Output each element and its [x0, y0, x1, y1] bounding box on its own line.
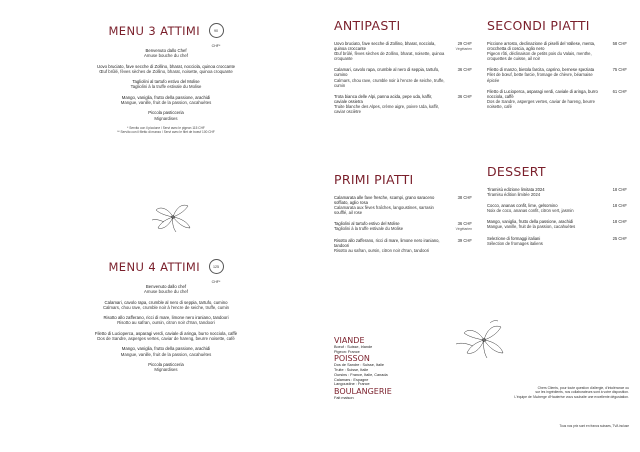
course-item: [68, 95, 264, 106]
menu-4-section: [68, 258, 264, 378]
item-italian: Cocco, ananas confit, lime, gelsomino: [487, 203, 558, 209]
course-french: Mignardises: [154, 367, 178, 373]
allergy-note: [505, 386, 629, 399]
item-price: 36 CHF: [457, 67, 472, 73]
course-italian: Benvenuto dallo chef: [145, 284, 187, 289]
item-price: 25 CHF: [612, 235, 627, 241]
item-italian: Filetto di manzo, bietola farcita, caprino, bernese speziata: [487, 67, 595, 73]
item-french: Noix de coco, ananas confit, citron vert, jasmin: [487, 208, 574, 214]
provenance-line: Calamars : Espagne: [334, 377, 369, 382]
course-french: Amuse bouche du chef: [144, 53, 188, 59]
item-french: Mangue, vanille, fruit de la passion, cacahuètes: [487, 224, 576, 230]
dessert-section: [487, 164, 627, 252]
course-italian: Mango, vaniglia, frutto della passione, arachidi: [121, 94, 211, 100]
course-italian: Tagliolini al tartufo estivo del Molise: [132, 79, 200, 85]
poisson-title: POISSON: [334, 354, 370, 364]
item-french: Dos de Sandre, asperges vertes, caviar de hareng, beurre noisette, café: [487, 98, 596, 109]
item-italian: Tiramisù edizione limitata 2024: [487, 187, 545, 192]
course-french: Risotto au safran, oursin, citron noir d'Iran, tandoori: [117, 320, 215, 326]
item-price: 75 CHF: [612, 67, 627, 73]
course-item: [68, 64, 264, 75]
course-item: [68, 331, 264, 342]
item-french: Calamarata aux fèves fraîches, langoustines, sarrasin soufflé, ail rose: [334, 205, 434, 216]
item-price: 29 CHF: [457, 41, 472, 46]
course-french: Mangue, vanille, fruit de la passion, cacahuètes: [120, 100, 212, 106]
footnote-line: ** Servito con il filetto di manzo / Servi avec le filet de boeuf 100 CHF: [117, 130, 215, 135]
item-price: 58 CHF: [612, 41, 627, 46]
item-italian: Selezione di formaggi italiani: [487, 235, 541, 241]
item-price: 18 CHF: [612, 187, 627, 192]
provenance-line: Boeuf : Suisse, Irlande: [334, 345, 373, 349]
menu-item: [487, 203, 627, 213]
menu-item: [334, 67, 472, 87]
item-italian: Calamarata alle fave fresche, scampi, grano saraceno soffiato, aglio rosa: [334, 195, 435, 206]
course-french: Mignardises: [154, 115, 178, 121]
menu-item: [487, 89, 627, 109]
item-price: 39 CHF: [457, 237, 472, 243]
item-price: 38 CHF: [457, 195, 472, 200]
secondi-list: [487, 41, 627, 109]
course-item: [68, 48, 264, 59]
menu-4-header: [68, 258, 264, 285]
primi-section: [334, 172, 472, 259]
item-french: Tiramisu édition limitée 2024: [487, 192, 541, 198]
course-italian: Uovo bruciato, fave secche di Zollino, bharat, nocciola, quinoa croccante: [96, 63, 236, 69]
menu-item: [487, 67, 627, 82]
item-french: Calmars, chou rave, crumble noir à l'encre de seiche, truffe, cumin: [334, 77, 445, 88]
course-french: Calmars, chou rave, crumble noir à l'encre de seiche, truffe, cumin: [102, 304, 230, 310]
menu-item: [334, 41, 472, 61]
menu-3-footnotes: [68, 126, 264, 135]
item-french: Truite blanche des Alpes, crème aigre, poivre Uda, kaffir, caviar osciètre: [334, 103, 439, 115]
dessert-title: DESSERT: [487, 164, 546, 179]
item-french: Filet de bœuf, bette farcie, fromage de chèvre, béarnaise épicée: [487, 72, 593, 83]
primi-list: [334, 195, 472, 253]
item-french: Tagliolini à la truffe estivale du Molise: [334, 226, 404, 232]
item-price: 36 CHF: [457, 93, 472, 99]
antipasti-list: [334, 41, 472, 114]
provenance-line: Truite : Suisse, Italie: [334, 368, 369, 373]
menu-item: [487, 219, 627, 229]
menu-item: [487, 187, 627, 197]
item-italian: Trota bianca delle Alpi, panna acida, pepe uda, kaffir, caviale ossietra: [334, 93, 433, 104]
menu-item: [334, 195, 472, 215]
allergy-line: L'équipe de l'Auberge d'Hauterive vous souhaite une excellente dégustation.: [514, 394, 629, 399]
menu-item: [334, 238, 472, 253]
course-item: [68, 79, 264, 90]
course-italian: Piccola pasticceria: [148, 110, 184, 116]
course-italian: Piccola pasticceria: [148, 361, 184, 367]
boulangerie-title: BOULANGERIE: [334, 386, 392, 396]
course-item: [68, 284, 264, 295]
course-italian: Calamari, cavolo rapa, crumble al nero di seppia, tartufo, cumino: [104, 299, 228, 305]
item-french: Sélection de fromages italiens: [487, 240, 543, 246]
item-price: 61 CHF: [612, 88, 627, 94]
item-french: Œuf brûlé, fèves sèches de Zollino, bharat, noisette, quinoa croquante: [334, 51, 445, 62]
item-price: 18 CHF: [612, 219, 627, 225]
tax-note: Tous nos prix sont en francs suisses, TVA incluse: [559, 424, 629, 428]
item-italian: Tagliolini al tartufo estivo del Molise: [334, 221, 400, 227]
provenance-line: Fait maison: [334, 395, 354, 400]
allergy-line: Chers Clients, pour toute question d'allergie, d'intolérance ou: [537, 386, 629, 390]
course-item: [68, 300, 264, 311]
primi-title: PRIMI PIATTI: [334, 172, 414, 187]
item-italian: Calamari, cavolo rapa, crumble al nero di seppia, tartufo, cumino: [334, 67, 440, 78]
secondi-section: [487, 18, 627, 115]
menu-3-course-list: [68, 48, 264, 121]
menu-item: [334, 94, 472, 114]
menu-3-section: [68, 22, 264, 135]
course-french: Tagliolini à la truffe estivale du Molise: [130, 84, 202, 90]
menu-3-price-badge: 90 CHF*: [209, 23, 224, 38]
item-italian: Mango, vaniglia, frutto della passione, arachidi: [487, 219, 574, 225]
provenance-line: Pigeon: France: [334, 349, 360, 354]
course-item: [68, 362, 264, 373]
course-item: [68, 315, 264, 326]
course-italian: Mango, vaniglia, frutto della passione, arachidi: [121, 346, 211, 352]
item-french: Risotto au safran, oursin, citron noir d'Iran, tandoori: [334, 247, 430, 253]
item-french: Pigeon rôti, déclinaison de petits pois du Valais, menthe, croquettes de cuisse, ail noir: [487, 51, 592, 62]
viande-title: VIANDE: [334, 336, 365, 345]
menu-item: [487, 236, 627, 246]
provenance-section: [334, 336, 474, 401]
provenance-line: Oursins : France, Italie, Canada: [334, 372, 388, 377]
menu-4-price-badge: 125 CHF*: [209, 259, 224, 274]
allergy-line: sur les ingrédients, nos collaborateurs sont à votre disposition.: [535, 390, 629, 395]
course-french: Dos de Sandre, asperges vertes, caviar de hareng, beurre noisette, café: [97, 336, 235, 342]
menu-3-title: MENU 3 ATTIMI: [108, 23, 201, 38]
provenance-line: Dos de Sandre : Suisse, Italie: [334, 363, 385, 368]
item-price: 18 CHF: [612, 203, 627, 209]
menu-3-header: [68, 22, 264, 49]
course-italian: Filetto di Lucioperca, asparagi verdi, caviale di aringa, burro nocciola, caffè: [94, 330, 238, 336]
course-french: Mangue, vanille, fruit de la passion, cacahuètes: [120, 351, 212, 357]
item-italian: Piccione arrosto, declinazione di piselli del Vallese, menta, crocchetta di coscia, aglio nero: [487, 41, 596, 52]
course-italian: Risotto allo zafferano, ricci di mare, limone nero iraniano, tandoori: [103, 315, 229, 321]
menu-item: [487, 41, 627, 61]
menu-4-title: MENU 4 ATTIMI: [108, 259, 201, 274]
item-price: 36 CHF: [457, 221, 472, 227]
vegetarian-tag: Végétarien: [455, 47, 472, 51]
antipasti-title: ANTIPASTI: [334, 18, 401, 33]
flower-illustration-icon: [454, 318, 512, 362]
menu-4-course-list: [68, 284, 264, 373]
item-italian: Risotto allo zafferano, ricci di mare, limone nero iraniano, tandoori: [334, 237, 440, 248]
menu-item: [334, 221, 472, 231]
secondi-title: SECONDI PIATTI: [487, 18, 590, 33]
course-item: [68, 346, 264, 357]
antipasti-section: [334, 18, 472, 120]
course-french: Amuse bouche du chef: [144, 289, 188, 295]
dessert-list: [487, 187, 627, 246]
footnote-line: * Servito con il piccione / Servi avec le pigeon 115 CHF: [127, 125, 205, 130]
course-french: Œuf brûlé, fèves sèches de Zollino, bharat, noisette, quinoa croquante: [99, 68, 233, 74]
item-italian: Filetto di Lucioperca, asparagi verdi, caviale di aringa, burro nocciola, caffè: [487, 88, 598, 99]
course-item: [68, 110, 264, 121]
vegetarian-tag: Végétarien: [455, 227, 472, 232]
course-italian: Benvenuto dallo Chef: [145, 48, 187, 53]
flower-illustration-icon: [148, 198, 198, 236]
provenance-line: Langoustine : France: [334, 382, 370, 387]
item-italian: Uovo bruciato, fave secche di Zollino, bharat, nocciola, quinoa croccante: [334, 41, 436, 52]
